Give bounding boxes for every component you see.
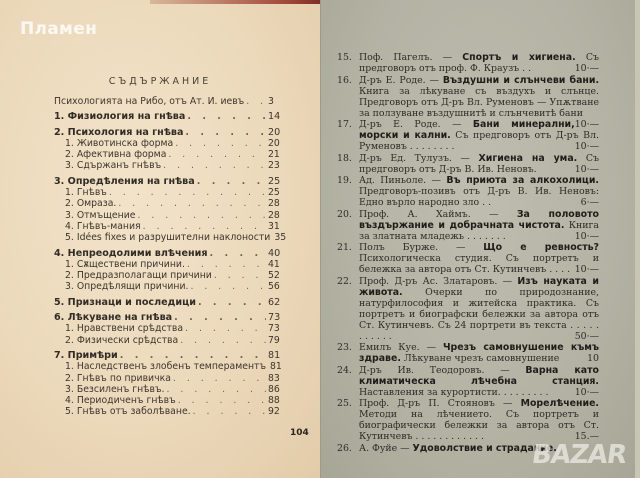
toc-entry-page: 20	[268, 126, 281, 138]
toc-entry-page: 73	[268, 323, 280, 335]
entry-number: 20.	[337, 208, 352, 220]
entry-title: Удоволствие и страдание.	[412, 442, 557, 454]
toc-entry-label: 3. Безсиленъ гнѣвъ.	[65, 383, 165, 395]
entry-number: 19.	[337, 175, 352, 186]
toc-entry-label: 1. Сѫществени причини.	[65, 258, 185, 270]
entry-description: Наставления за курортисти. . . . . . . . .	[359, 386, 549, 398]
toc-entry	[54, 221, 286, 232]
entry-description: Лѣкуване чрезъ самовнушение	[403, 353, 560, 364]
entry-author: Д-ръ Е. Роде. —	[359, 119, 462, 130]
toc-entry	[54, 323, 286, 334]
cover-edge	[150, 0, 320, 4]
toc-entry	[54, 297, 286, 308]
entry-price: 6·—	[580, 197, 599, 208]
toc-entry-page: 86	[268, 383, 280, 395]
toc-entry	[54, 248, 286, 259]
toc-entry-page: 31	[268, 220, 280, 232]
entry-description: Книга за лѣкуване съ въздухъ и слънце. Предговоръ отъ Д-ръ Вл. Руменовъ — Упѫтване за ползуване въздушнитѣ и слънчевитѣ бани	[359, 85, 599, 119]
entry-price: 10·—	[574, 63, 599, 74]
toc-entry-page: 62	[268, 296, 281, 308]
leader-dots	[180, 335, 266, 346]
entry-title: Варна като климатическа лѣчебна станция.	[359, 364, 599, 387]
entry-author: Проф. А. Хаймъ. —	[359, 208, 499, 220]
catalog-entry	[337, 175, 599, 208]
toc-entry	[54, 395, 286, 406]
entry-number: 16.	[337, 74, 352, 86]
toc-entry	[54, 373, 286, 384]
toc-entry-label: 2. Афективна форма	[65, 149, 167, 161]
entry-title: Изъ науката и живота.	[359, 275, 599, 298]
book-catalog-list	[337, 52, 599, 454]
catalog-entry	[337, 209, 599, 242]
entry-description: Съ предговоръ отъ Д-ръ В. Ив. Неновъ.	[359, 152, 600, 175]
entry-title: Чрезъ самовнушение къмъ здраве.	[359, 342, 599, 364]
toc-entry	[54, 160, 286, 171]
entry-author: Д-ръ Ед. Тулузъ. —	[359, 152, 470, 164]
entry-description: Психологическа студия. Съ портретъ и бележка за автора отъ Ст. Кутинчевъ . . . .	[359, 253, 599, 275]
toc-entry-label: 4. Непреодолими влѣчения	[54, 247, 208, 259]
entry-price: 10·—	[574, 230, 599, 242]
toc-entry-label: 5. Гнѣвъ отъ заболѣване.	[65, 406, 191, 418]
entry-number: 24.	[337, 364, 352, 376]
catalog-entry	[337, 119, 599, 152]
toc-entry-page: 35	[274, 232, 287, 244]
entry-title: Въздушни и слънчеви бани.	[442, 74, 599, 86]
toc-entry-label: 1. Гнѣвъ	[65, 187, 107, 199]
table-of-contents	[54, 96, 286, 418]
toc-entry-page: 14	[268, 111, 281, 123]
entry-number: 17.	[337, 119, 352, 130]
toc-entry-label: 3. Опредѣления на гнѣва	[54, 175, 195, 187]
entry-price: 15.—	[574, 431, 599, 442]
leader-dots	[210, 248, 266, 259]
toc-entry-label: 1. Нравствени срѣдства	[65, 323, 184, 335]
toc-entry-label: 3. Опредѣлящи причини.	[65, 281, 189, 293]
toc-entry-label: 4. Гнѣвъ-мания	[65, 220, 141, 232]
catalog-entry	[337, 276, 599, 342]
entry-number: 25.	[337, 398, 352, 409]
entry-number: 23.	[337, 342, 352, 353]
toc-entry-page: 88	[268, 395, 280, 407]
toc-entry-label: 4. Периодиченъ гнѣвъ	[65, 395, 176, 407]
catalog-entry	[337, 342, 599, 364]
toc-entry	[54, 312, 286, 323]
toc-entry-page: 21	[268, 149, 280, 161]
toc-entry-page: 23	[268, 160, 280, 172]
leader-dots	[178, 395, 266, 406]
entry-price: 10·—	[574, 264, 599, 275]
toc-entry-label: 1. Физиология на гнѣва	[54, 111, 186, 123]
entry-title: Морелѣчение.	[520, 398, 599, 409]
entry-description: Методи на лѣчението. Съ портретъ и биографически бележки за автора отъ Ст. Кутинчевъ . . . . . . . . . . . .	[359, 409, 599, 442]
toc-entry-page: 40	[268, 247, 281, 259]
entry-author: А. Фуйе —	[359, 442, 410, 454]
toc-entry	[54, 361, 286, 372]
toc-heading: СЪДЪРЖАНИЕ	[108, 76, 212, 87]
leader-dots	[197, 176, 266, 187]
entry-description: Книга за златната младежь . . . . . . .	[359, 219, 600, 242]
toc-entry-page: 28	[268, 198, 280, 210]
leader-dots	[185, 127, 266, 138]
leader-dots	[198, 297, 266, 308]
toc-entry-label: 2. Психология на гнѣва	[54, 126, 184, 138]
toc-entry	[54, 350, 286, 361]
toc-entry	[54, 198, 286, 209]
toc-entry-label: 3. Отмъщение	[65, 209, 136, 221]
toc-entry-page: 41	[268, 258, 280, 270]
leader-dots	[187, 111, 266, 122]
leader-dots	[187, 259, 266, 270]
entry-price: 10	[587, 353, 599, 364]
toc-entry-page: 20	[268, 137, 280, 149]
toc-entry	[54, 406, 286, 417]
toc-entry-label: 7. Примѣри	[54, 349, 118, 361]
leader-dots	[175, 138, 266, 149]
toc-entry	[54, 270, 286, 281]
toc-entry	[54, 210, 286, 221]
entry-description: Предговоръ-позивъ отъ Д-ръ В. Ив. Неновъ: Едно върло народно зло . .	[359, 186, 599, 208]
toc-entry-page: 25	[268, 175, 281, 187]
entry-author: Полъ Бурже. —	[359, 242, 466, 253]
entry-description: Съ предговоръ отъ Д-ръ Вл. Руменовъ . . . . . . . .	[359, 130, 599, 152]
catalog-entry	[337, 153, 599, 175]
entry-title: Що е ревность?	[483, 242, 599, 253]
toc-entry-label: Психологията на Рибо, отъ Ат. И. иевъ	[54, 96, 245, 107]
leader-dots	[173, 373, 266, 384]
toc-entry	[54, 335, 286, 346]
toc-entry-label: 5. Признаци и последици	[54, 296, 196, 308]
toc-entry	[54, 138, 286, 149]
toc-entry-label: 3. Сдържанъ гнѣвъ	[65, 160, 162, 172]
entry-title: За половото въздържание и добрачната чистота.	[359, 208, 599, 231]
toc-entry-label: 5. Idées fixes и разрушителни наклоности	[65, 232, 271, 244]
toc-entry-label: 2. Омраза.	[65, 198, 117, 210]
toc-entry-label: 2. Предразполагащи причини	[65, 270, 212, 282]
entry-price: 10·—	[574, 163, 599, 175]
toc-entry-label: 2. Гнѣвъ по привичка	[65, 372, 171, 384]
entry-author: Д-ръ Е. Роде. —	[359, 74, 439, 86]
leader-dots	[214, 270, 266, 281]
toc-entry-page: 3	[268, 96, 274, 107]
leader-dots	[174, 312, 266, 323]
toc-entry-page: 73	[268, 312, 281, 324]
catalog-entry	[337, 242, 599, 275]
toc-entry-page: 83	[268, 372, 280, 384]
leader-dots	[163, 160, 266, 171]
entry-author: Проф. Д-ръ Ас. Златаровъ. —	[359, 275, 513, 287]
entry-title: Спортъ и хигиена.	[462, 52, 576, 63]
leader-dots	[137, 210, 266, 221]
leader-dots	[168, 149, 266, 160]
catalog-entry	[337, 365, 599, 398]
leader-dots	[120, 350, 266, 361]
entry-number: 21.	[337, 242, 352, 253]
toc-entry-label: 1. Животинска форма	[65, 137, 174, 149]
entry-price: 10·—	[574, 141, 599, 152]
entry-price: 10·—	[574, 386, 599, 398]
leader-dots	[109, 187, 266, 198]
toc-entry-label: 1. Наследственъ злобенъ темпераментъ	[65, 361, 267, 373]
entry-price: 10·—	[574, 118, 599, 130]
watermark-seller: Пламен	[20, 19, 98, 39]
toc-entry-page: 52	[268, 270, 280, 282]
leader-dots	[118, 198, 266, 209]
leader-dots	[185, 323, 266, 334]
leader-dots	[246, 96, 266, 107]
leader-dots	[193, 406, 266, 417]
entry-author: Проф. Д-ръ П. Стояновъ —	[359, 398, 513, 409]
entry-number: 22.	[337, 275, 352, 287]
entry-number: 18.	[337, 152, 352, 164]
catalog-entry	[337, 52, 599, 74]
toc-entry	[54, 232, 286, 243]
toc-entry	[54, 281, 286, 292]
toc-entry	[54, 127, 286, 138]
entry-price: 50·—	[574, 330, 599, 342]
toc-entry-page: 81	[270, 361, 282, 373]
toc-entry-page: 81	[268, 349, 281, 361]
page-edge	[635, 0, 640, 478]
leader-dots	[143, 221, 266, 232]
toc-entry-page: 25	[268, 187, 280, 199]
entry-author: Ад. Пиньоле. —	[359, 175, 441, 186]
toc-entry-page: 92	[268, 406, 280, 418]
toc-entry-page: 56	[268, 281, 280, 293]
toc-entry	[54, 176, 286, 187]
toc-entry-label: 2. Физически срѣдства	[65, 334, 179, 346]
toc-entry-page: 28	[268, 209, 280, 221]
entry-author: Д-ръ Ив. Теодоровъ. —	[359, 364, 510, 376]
entry-number: 26.	[337, 442, 352, 454]
toc-entry	[54, 384, 286, 395]
watermark-bazar: BAZAR	[529, 440, 629, 470]
toc-entry-page: 79	[268, 334, 280, 346]
toc-entry-label: 6. Лѣкуване на гнѣва	[54, 312, 173, 324]
toc-entry	[54, 259, 286, 270]
toc-entry	[54, 149, 286, 160]
entry-author: Емилъ Куе. —	[359, 342, 436, 353]
entry-description: Съ предговоръ отъ проф. Ф. Краузъ . .	[359, 52, 599, 74]
entry-author: Поф. Пагелъ. —	[359, 52, 453, 63]
entry-number: 15.	[337, 52, 352, 63]
entry-title: Бани минерални, морски и кални.	[359, 119, 575, 141]
entry-description: Очерки по природознание, натурфилософия и житейска практика. Съ портретъ и биографски бележки за автора отъ Ст. Кутинчевъ. Съ 24 портрети въ текста . . . . . . . . . . .	[359, 286, 599, 342]
entry-title: Въ приюта за алкохолици.	[446, 175, 599, 186]
page-number: 104	[290, 428, 309, 438]
catalog-entry	[337, 398, 599, 442]
toc-entry	[54, 96, 286, 107]
leader-dots	[190, 281, 266, 292]
toc-entry	[54, 187, 286, 198]
entry-title: Хигиена на ума.	[478, 152, 578, 164]
leader-dots	[167, 384, 267, 395]
toc-entry	[54, 111, 286, 122]
